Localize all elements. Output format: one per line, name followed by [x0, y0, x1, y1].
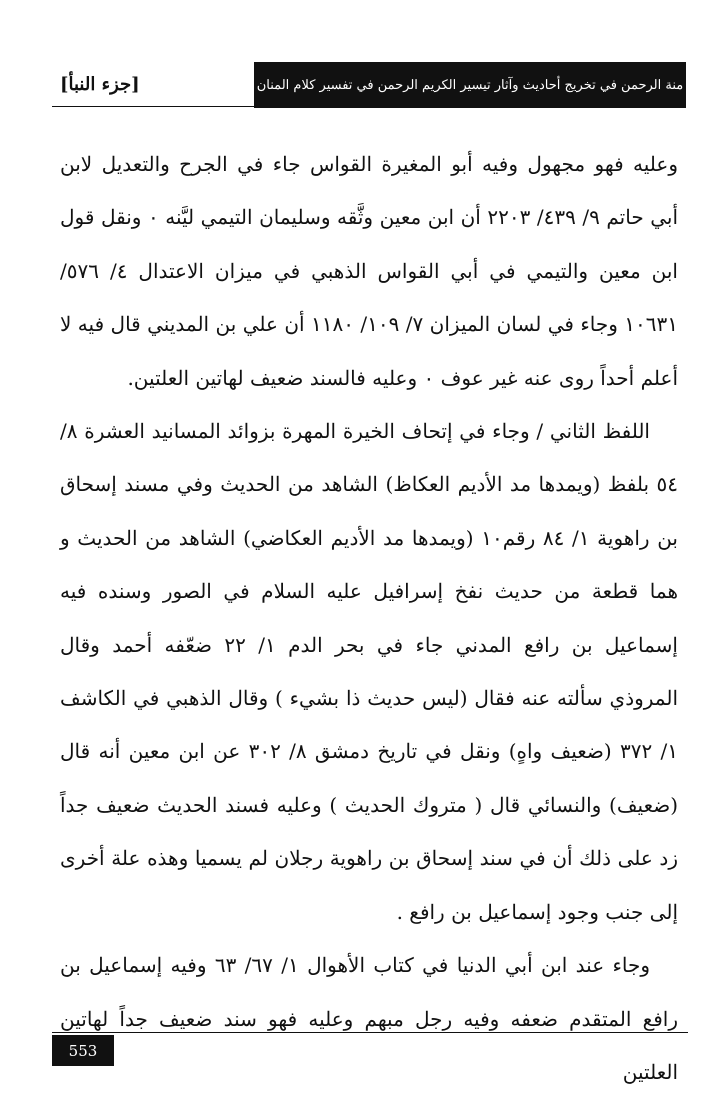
page-number: 553: [52, 1035, 114, 1066]
page-body: [60, 138, 678, 1099]
section-label: [جزء النبأ]: [60, 74, 140, 95]
paragraph-1: وعليه فهو مجهول وفيه أبو المغيرة القواس جاء في الجرح والتعديل لابن أبي حاتم ٩/ ٤٣٩/ ٢٢٠٣ أن ابن معين وثَّقه وسليمان التيمي ليَّنه ٠ ونقل قول ابن معين والتيمي في أبي القواس الذهبي في ميزان الاعتدال ٤/ ٥٧٦/ ١٠٦٣١ وجاء في لسان الميزان ٧/ ١٠٩/ ١١٨٠ أن علي بن المديني قال فيه لا أعلم أحداً روى عنه غير عوف ٠ وعليه فالسند ضعيف لهاتين العلتين.: [60, 152, 679, 390]
running-header-title: منة الرحمن في تخريج أحاديث وآثار تيسير الكريم الرحمن في تفسير كلام المنان: [254, 62, 686, 108]
header-divider: [52, 106, 686, 107]
footer-divider: [52, 1032, 688, 1033]
paragraph-3: وجاء عند ابن أبي الدنيا في كتاب الأهوال ١/ ٦٧/ ٦٣ وفيه إسماعيل بن رافع المتقدم ضعفه وفيه رجل مبهم وعليه فهو سند ضعيف جداً لهاتين العلتين: [60, 953, 678, 1084]
paragraph-2: اللفظ الثاني / وجاء في إتحاف الخيرة المهرة بزوائد المسانيد العشرة ٨/ ٥٤ بلفظ (ويمدها مد الأديم العكاظ) الشاهد من الحديث وفي مسند إسحاق بن راهوية ١/ ٨٤ رقم١٠ (ويمدها مد الأديم العكاضي) الشاهد من الحديث و هما قطعة من حديث نفخ إسرافيل عليه السلام في الصور وسنده فيه إسماعيل بن رافع المدني جاء في بحر الدم ١/ ٢٢ ضعّفه أحمد وقال المروذي سألته عنه فقال (ليس حديث ذا بشيء ) وقال الذهبي في الكاشف ١/ ٣٧٢ (ضعيف واهٍ) ونقل في تاريخ دمشق ٨/ ٣٠٢ عن ابن معين أنه قال (ضعيف) والنسائي قال ( متروك الحديث ) وعليه فسند الحديث ضعيف جداً زد على ذلك أن في سند إسحاق بن راهوية رجلان لم يسميا وهذه علة أخرى إلى جنب وجود إسماعيل بن رافع .: [60, 419, 678, 924]
